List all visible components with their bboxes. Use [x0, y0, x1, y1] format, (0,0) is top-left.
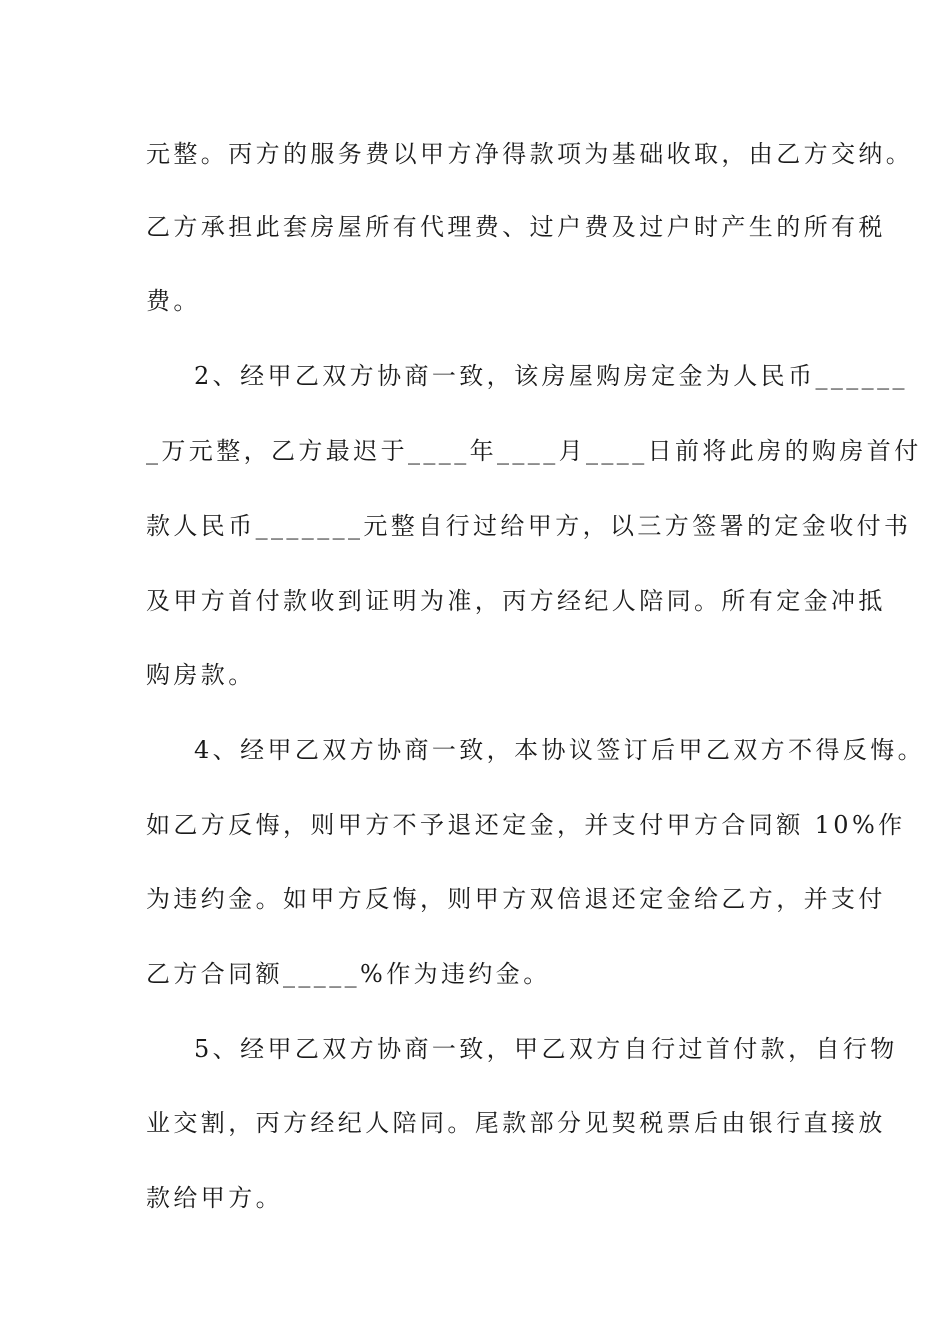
paragraph-1-line-2: 乙方承担此套房屋所有代理费、过户费及过户时产生的所有税: [146, 213, 886, 241]
clause-4-line-2: 如乙方反悔，则甲方不予退还定金，并支付甲方合同额 10%作: [146, 811, 906, 839]
clause-2-line-5: 购房款。: [146, 661, 256, 689]
clause-4-line-4: 乙方合同额_____%作为违约金。: [146, 960, 551, 988]
paragraph-1-line-3: 费。: [146, 287, 201, 315]
clause-4-line-3: 为违约金。如甲方反悔，则甲方双倍退还定金给乙方，并支付: [146, 885, 886, 913]
paragraph-1-line-1: 元整。丙方的服务费以甲方净得款项为基础收取，由乙方交纳。: [146, 140, 914, 168]
clause-2-line-4: 及甲方首付款收到证明为准，丙方经纪人陪同。所有定金冲抵: [146, 587, 886, 615]
clause-4-line-1: 4、经甲乙双方协商一致，本协议签订后甲乙双方不得反悔。: [194, 736, 926, 764]
clause-5-line-3: 款给甲方。: [146, 1184, 283, 1212]
clause-2-line-1: 2、经甲乙双方协商一致，该房屋购房定金为人民币______: [194, 362, 908, 390]
clause-5-line-2: 业交割，丙方经纪人陪同。尾款部分见契税票后由银行直接放: [146, 1109, 886, 1137]
clause-5-line-1: 5、经甲乙双方协商一致，甲乙双方自行过首付款，自行物: [194, 1035, 898, 1063]
clause-2-line-2: _万元整，乙方最迟于____年____月____日前将此房的购房首付: [146, 437, 922, 465]
clause-2-line-3: 款人民币_______元整自行过给甲方，以三方签署的定金收付书: [146, 512, 912, 540]
